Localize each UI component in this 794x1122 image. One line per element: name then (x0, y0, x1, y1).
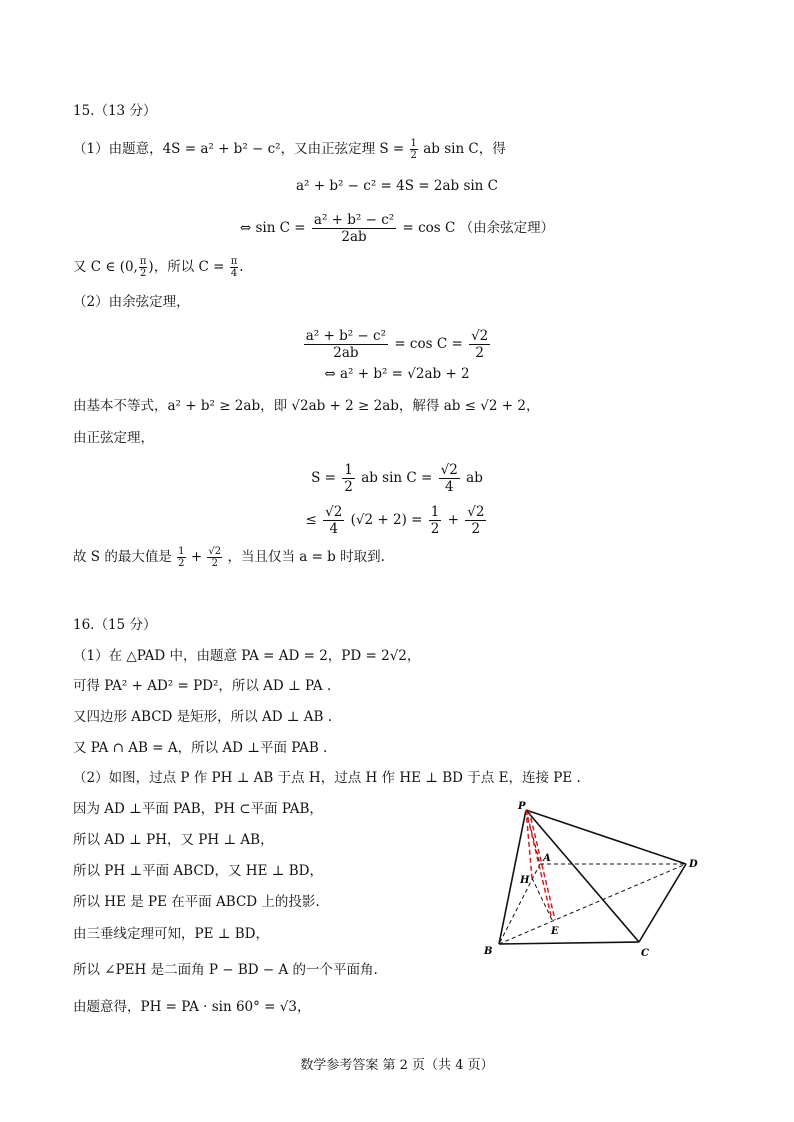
segment-HE (532, 878, 552, 920)
q16-line-10: 由三垂线定理可知，PE ⊥ BD， (73, 926, 269, 942)
q16-line-1: （1）在 △PAD 中，由题意 PA = AD = 2，PD = 2√2， (73, 648, 421, 664)
label-C: C (641, 948, 649, 959)
edge-CD (639, 864, 686, 942)
q16-line-5: （2）如图，过点 P 作 PH ⊥ AB 于点 H，过点 H 作 HE ⊥ BD 于点 E，连接 PE . (73, 770, 581, 786)
q15-p4: 由基本不等式，a² + b² ≥ 2ab，即 √2ab + 2 ≥ 2ab，解得 ab ≤ √2 + 2， (73, 398, 540, 414)
page-footer: 数学参考答案 第 2 页（共 4 页） (300, 1058, 494, 1073)
q16-line-8: 所以 PH ⊥平面 ABCD，又 HE ⊥ BD， (73, 863, 323, 879)
label-E: E (551, 926, 559, 937)
q15-eq4: ⇔ a² + b² = √2ab + 2 (324, 366, 470, 382)
q15-p5: 由正弦定理， (73, 430, 154, 446)
label-B: B (484, 946, 493, 957)
q15-eq3: $\frac{\text{a² + b² − c²}}{2ab}$ = cos C = $\frac{√2}{2}$ (305, 328, 489, 361)
q16-line-7: 所以 AD ⊥ PH，又 PH ⊥ AB， (73, 832, 274, 848)
q16-line-4: 又 PA ∩ AB = A，所以 AD ⊥平面 PAB . (73, 740, 328, 756)
q15-conclusion: 故 S 的最大值是 $\frac{1}{2}$ + $\frac{√2}{2}$ ，当且仅当 a = b 时取到. (73, 546, 385, 569)
q16-line-11: 所以 ∠PEH 是二面角 P − BD − A 的一个平面角. (73, 962, 378, 978)
segment-PE (526, 810, 552, 920)
q16-header: 16.（15 分） (73, 617, 157, 633)
pyramid-figure (480, 792, 720, 962)
q15-p3: （2）由余弦定理， (73, 294, 190, 310)
edge-BC (499, 942, 639, 944)
q16-line-9: 所以 HE 是 PE 在平面 ABCD 上的投影. (73, 894, 320, 910)
label-H: H (520, 875, 530, 886)
q16-line-6: 因为 AD ⊥平面 PAB，PH ⊂平面 PAB， (73, 801, 323, 817)
q15-eq1: a² + b² − c² = 4S = 2ab sin C (295, 178, 499, 194)
segment-PE-shadow (529, 810, 555, 920)
q16-line-12: 由题意得，PH = PA · sin 60° = √3， (73, 999, 311, 1015)
q15-p1: （1）由题意，4S = a² + b² − c²，又由正弦定理 S = $\frac{1}{2}$ ab sin C，得 (73, 138, 506, 161)
q16-line-3: 又四边形 ABCD 是矩形，所以 AD ⊥ AB . (73, 709, 333, 725)
label-A: A (543, 853, 551, 864)
label-P: P (518, 801, 526, 812)
q16-line-2: 可得 PA² + AD² = PD²，所以 AD ⊥ PA . (73, 678, 332, 694)
q15-eq5: S = $\frac{1}{2}$ ab sin C = $\frac{√2}{4}$ ab (311, 462, 483, 495)
q15-header: 15.（13 分） (73, 103, 157, 119)
q15-eq2: ⇔ sin C = $\frac{\text{a² + b² − c²}}{2ab}$ = cos C （由余弦定理） (239, 212, 555, 245)
q15-p2: 又 C ∈ (0, $\frac{\pi}{2}$ )，所以 C = $\frac{\pi}{4}$ . (73, 256, 244, 279)
label-D: D (689, 859, 698, 870)
q15-eq6: ≤ $\frac{√2}{4}$ (√2 + 2) = $\frac{1}{2}$ + $\frac{√2}{2}$ (305, 504, 485, 537)
